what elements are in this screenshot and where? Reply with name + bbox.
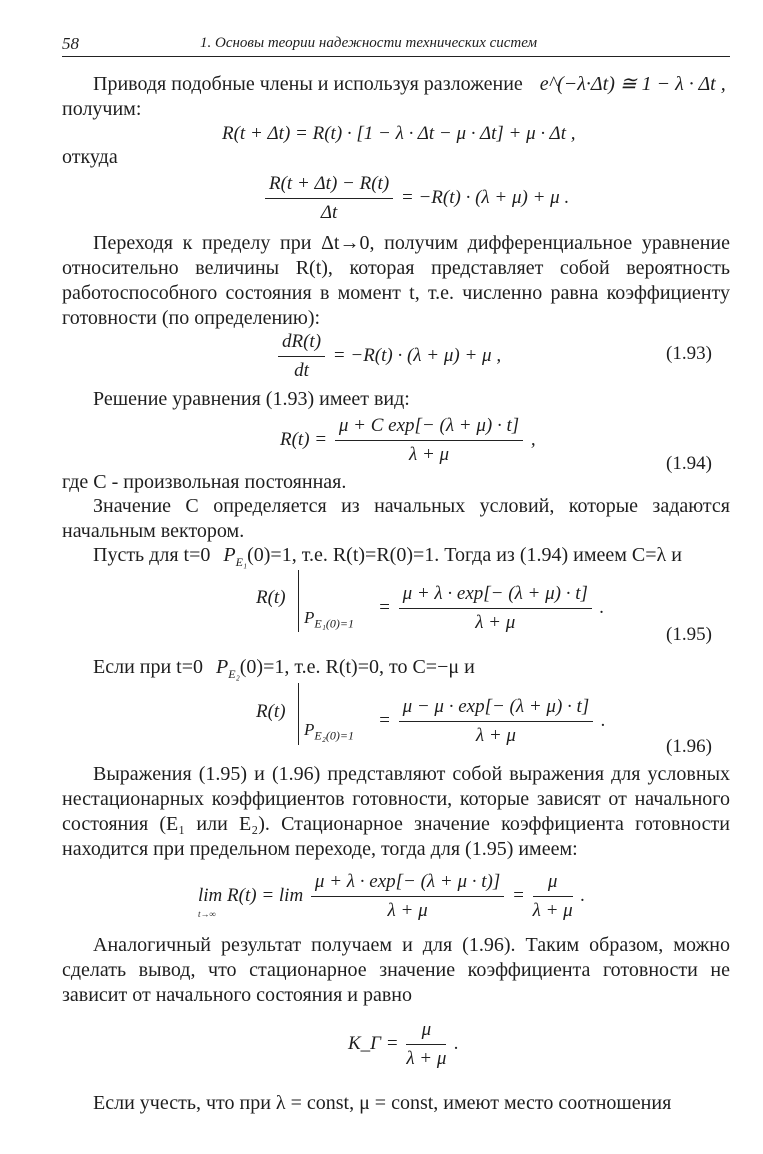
equation-1-94: R(t) = $\frac{\text{μ + C exp[− (λ + μ) · t]}}{\lambda + \mu}$ , [280,415,536,465]
equation-number-1-94: (1.94) [666,453,712,474]
text-poluchim: получим: [62,98,142,120]
equation-difference-quotient: $\frac{R(t + \Delta t) - R(t)}{\Delta t}$ = −R(t) · (λ + μ) + μ . [262,172,569,225]
equation-r-increment: R(t + Δt) = R(t) · [1 − λ · Δt − μ · Δt] + μ · Δt , [222,123,576,144]
equation-1-96-bar [298,683,299,745]
paragraph-nonstationary: Выражения (1.95) и (1.96) представляют собой выражения для условных нестационарных коэффициентов готовности, которые зависят от начального состояния (E₁ или E₂). Стационарное значение коэффициента готовности находится при предельном переходе, тогда для (1.95) имеем: [62,763,730,860]
equation-1-96-lhs: R(t) [256,701,286,722]
equation-1-95-lhs: R(t) [256,587,286,608]
paragraph-limit: Переходя к пределу при Δt→0, получим дифференциальное уравнение относительно величины R(t), которая представляет собой вероятность работоспособного состояния в момент t, т.е. численно равна коэффициенту готовности (по определению): [62,232,730,329]
text-solution: Решение уравнения (1.93) имеет вид: [93,388,410,410]
formula-expansion: e^(−λ·Δt) ≅ 1 − λ · Δt , [539,73,726,95]
text-constant: где C - произвольная постоянная. [62,471,347,493]
text-initial-e2: Если при t=0 $P_{E_2}(0)=1$, т.е. R(t)=0, то C=−μ и [93,656,475,681]
equation-number-1-96: (1.96) [666,736,712,757]
text-last-line: Если учесть, что при λ = const, μ = const, имеют место соотношения [93,1092,672,1114]
equation-1-96-condition: $P_{E_2(0)=1}$ [304,720,354,743]
equation-1-95-condition: $P_{E_1(0)=1}$ [304,608,354,631]
paragraph-expansion: Приводя подобные члены и используя разложение e^(−λ·Δt) ≅ 1 − λ · Δt , [93,73,726,95]
text-initial-e1: Пусть для t=0 $P_{E_1}(0)=1$, т.е. R(t)=R(0)=1. Тогда из (1.94) имеем C=λ и [93,544,682,569]
paragraph-initial-vector: Значение C определяется из начальных условий, которые задаются начальным вектором. [62,495,730,542]
equation-1-93: $\frac{dR(t)}{dt}$ = −R(t) · (λ + μ) + μ , [275,330,501,383]
equation-1-95-bar [298,570,299,632]
equation-availability-kg: K_Г = $\frac{\mu}{\lambda + \mu}$ . [348,1019,459,1069]
equation-number-1-95: (1.95) [666,624,712,645]
equation-number-1-93: (1.93) [666,343,712,364]
running-title: 1. Основы теории надежности технических систем [200,35,538,51]
paragraph-conclusion: Аналогичный результат получаем и для (1.96). Таким образом, можно сделать вывод, что стационарное значение коэффициента готовности не зависит от начального состояния и равно [62,934,730,1006]
text-otkuda: откуда [62,146,118,168]
page-number: 58 [62,34,79,53]
equation-1-95-rhs: = $\frac{\mu + \lambda \cdot \exp[- (\lambda + \mu) \cdot t]}{\lambda + \mu}$ . [378,583,605,633]
equation-1-96-rhs: = $\frac{\mu - \mu \cdot \exp[- (\lambda + \mu) \cdot t]}{\lambda + \mu}$ . [378,696,606,746]
running-header [62,32,730,57]
equation-stationary-limit: lim R(t) = lim t→∞ $\frac{\mu + \lambda \cdot \exp[- (\lambda + \mu \cdot t)]}{\lambda + \mu}$ = $\frac{\mu}{\lambda + \mu}$ . [198,871,586,921]
